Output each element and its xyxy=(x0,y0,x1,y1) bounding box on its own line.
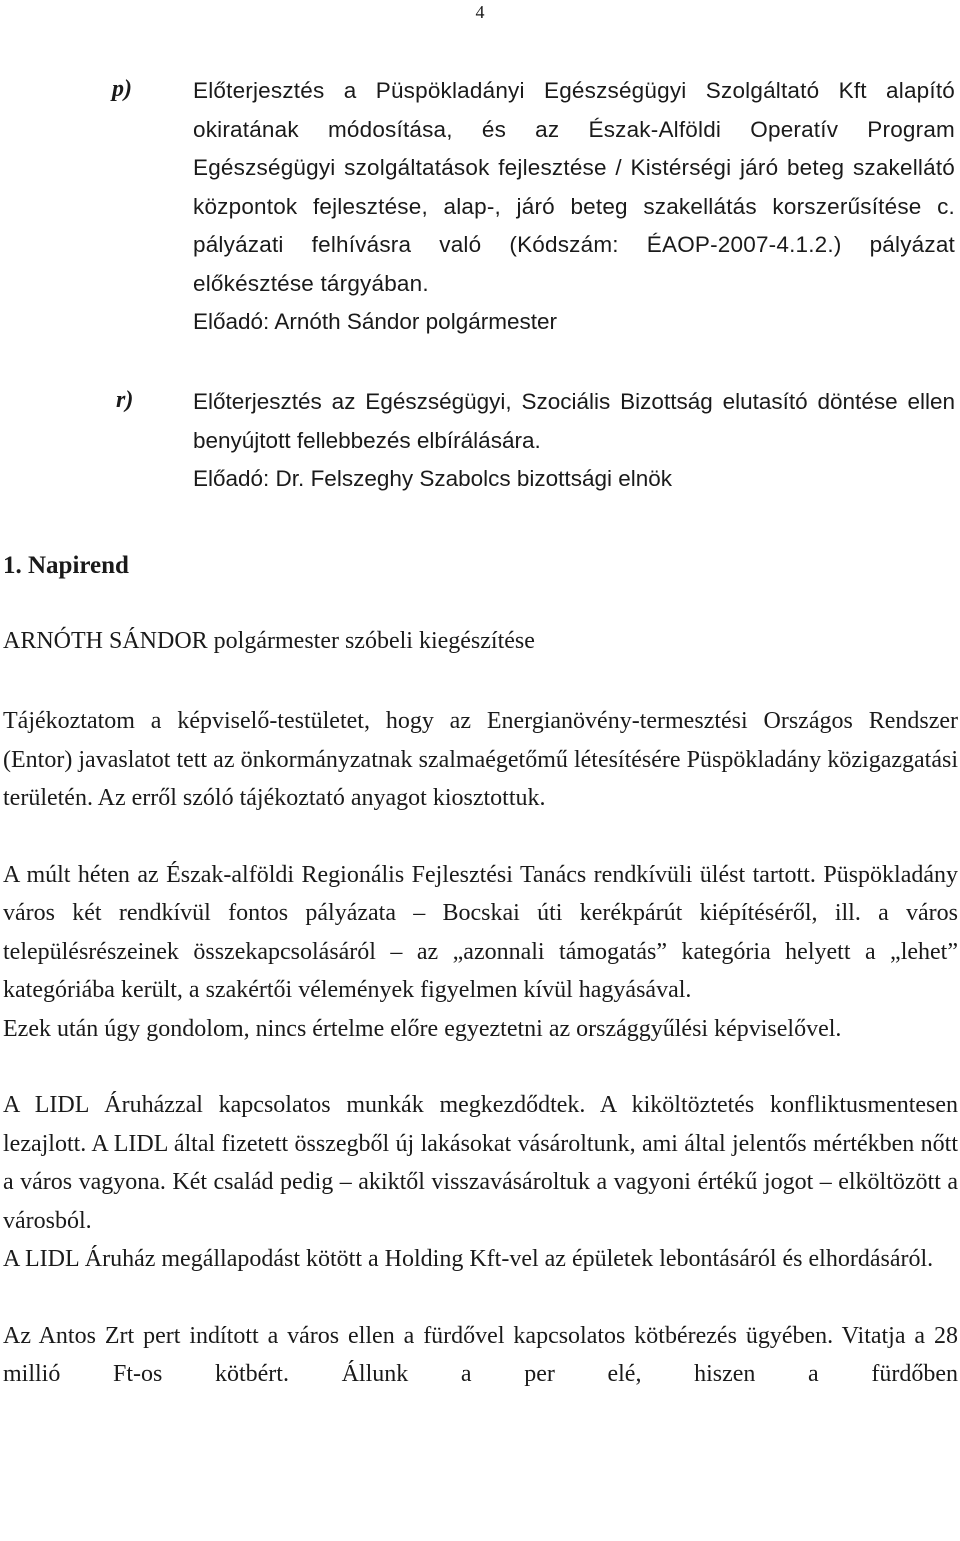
agenda-item-title: Előterjesztés az Egészségügyi, Szociális Bizottság elutasító döntése ellen benyújtott fellebbezés elbírálására. xyxy=(193,389,955,453)
agenda-item-body xyxy=(193,72,955,342)
paragraph: A LIDL Áruház megállapodást kötött a Holding Kft-vel az épületek lebontásáról és elhordásáról. xyxy=(3,1246,934,1272)
agenda-item-body xyxy=(193,383,955,499)
paragraph: A LIDL Áruházzal kapcsolatos munkák megkezdődtek. A kiköltöztetés konfliktusmentesen lezajlott. A LIDL által fizetett összegből új lakásokat vásároltunk, ami által jelentős mértékben nőtt a város vagyona. Két család pedig – akiktől visszavásároltuk a vagyoni értékű jogot – elköltözött a városból. xyxy=(3,1092,958,1234)
main-text xyxy=(3,702,958,1394)
section-heading: 1. Napirend xyxy=(3,552,129,579)
agenda-item-presenter: Előadó: Arnóth Sándor polgármester xyxy=(193,309,557,334)
agenda-item-title: Előterjesztés a Püspökladányi Egészségügyi Szolgáltató Kft alapító okiratának módosítása, és az Észak-Alföldi Operatív Program Egészségügyi szolgáltatások fejlesztése / Kistérségi járó beteg szakellátó központok fejlesztése, alap-, járó beteg szakellátás korszerűsítése c. pályázati felhívásra való (Kódszám: ÉAOP-2007-4.1.2.) pályázat előkésztése tárgyában. xyxy=(193,78,955,296)
agenda-item-letter: p) xyxy=(112,76,132,102)
agenda-item-presenter: Előadó: Dr. Felszeghy Szabolcs bizottsági elnök xyxy=(193,466,673,491)
page-number: 4 xyxy=(475,2,485,22)
speaker-line: ARNÓTH SÁNDOR polgármester szóbeli kiegészítése xyxy=(3,628,535,654)
agenda-item-letter: r) xyxy=(116,387,134,413)
paragraph: Tájékoztatom a képviselő-testületet, hogy az Energianövény-termesztési Országos Rendszer (Entor) javaslatot tett az önkormányzatnak szalmaégetőmű létesítésére Püspökladány közigazgatási területén. Az erről szóló tájékoztató anyagot kiosztottuk. xyxy=(3,708,958,811)
paragraph: Az Antos Zrt pert indított a város ellen a fürdővel kapcsolatos kötbérezés ügyében. Vitatja a 28 millió Ft-os kötbért. Állunk a per elé, hiszen a fürdőben xyxy=(3,1322,958,1387)
paragraph: Ezek után úgy gondolom, nincs értelme előre egyeztetni az országgyűlési képviselővel. xyxy=(3,1015,842,1042)
paragraph: A múlt héten az Észak-alföldi Regionális Fejlesztési Tanács rendkívüli ülést tartott. Püspökladány város két rendkívül fontos pályázata – Bocskai úti kerékpárút kiépítéséről, ill. a város településrészeinek összekapcsolásáról – az „azonnali támogatás” kategória helyett a „lehet” kategóriába került, a szakértői vélemények figyelmen kívül hagyásával. xyxy=(3,861,958,1003)
